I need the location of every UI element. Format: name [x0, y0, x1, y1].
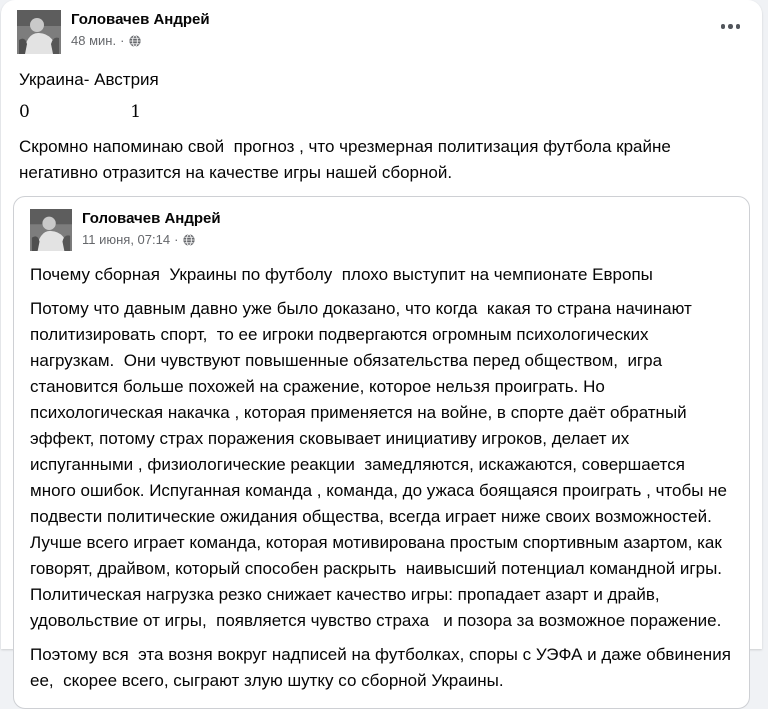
shared-author-name[interactable]: Головачев Андрей — [82, 210, 221, 227]
shared-post-timestamp[interactable]: 11 июня, 07:14 — [82, 232, 171, 247]
post-text-matchup: Украина- Австрия — [19, 70, 159, 89]
shared-post-header — [30, 209, 733, 251]
avatar-photo — [17, 10, 61, 54]
more-options-button[interactable] — [715, 18, 747, 35]
avatar-photo — [30, 209, 72, 251]
post-header — [1, 0, 762, 54]
more-options-icon — [736, 24, 741, 29]
shared-post-text — [30, 262, 736, 694]
more-options-icon — [721, 24, 726, 29]
post-header-meta — [71, 10, 210, 49]
meta-separator: · — [120, 33, 125, 48]
shared-author-avatar[interactable] — [30, 209, 72, 251]
author-name[interactable]: Головачев Андрей — [71, 11, 210, 28]
shared-post-paragraph: Потому что давным давно уже было доказано, что когда какая то страна начинают политизировать спорт, то ее игроки подвергаются огромным психологических нагрузкам. Они чувствуют повышенные обязательства перед обществом, игра становится больше похожей на сражение, которое нельзя проиграть. Но психологическая накачка , которая применяется на войне, в спорте даёт обратный эффект, потому страх поражения сковывает инициативу игроков, делает их испуганными , физиологические реакции замедляются, искажаются, совершается много ошибок. Испуганная команда , команда, до ужаса боящаяся проиграть , чтобы не подвести политические ожидания общества, всегда играет ниже своих возможностей. Лучше всего играет команда, которая мотивирована простым спортивным азартом, как говорят, драйвом, который способен раскрыть наивысший потенциал командной игры. Политическая нагрузка резко снижает качество игры: пропадает азарт и драйв, удовольствие от игры, появляется чувство страха и позора за возможное поражение. — [30, 299, 732, 630]
shared-post-meta-row — [82, 231, 221, 248]
shared-post-header-meta — [82, 209, 221, 248]
shared-post-paragraph: Поэтому вся эта возня вокруг надписей на футболках, споры с УЭФА и даже обвинения ее, скорее всего, сыграют злую шутку со сборной Украины. — [30, 645, 736, 690]
score-row — [19, 99, 744, 125]
facebook-post-card — [1, 0, 762, 690]
score-away: 1 — [130, 102, 142, 122]
post-body — [1, 67, 762, 186]
more-options-icon — [728, 24, 733, 29]
post-meta-row — [71, 32, 210, 49]
post-timestamp[interactable]: 48 мин. — [71, 33, 117, 48]
shared-post-card[interactable] — [13, 196, 750, 709]
globe-public-icon — [129, 35, 141, 47]
meta-separator: · — [174, 232, 179, 247]
author-avatar[interactable] — [17, 10, 61, 54]
score-home: 0 — [19, 102, 30, 122]
shared-post-paragraph: Почему сборная Украины по футболу плохо выступит на чемпионате Европы — [30, 265, 653, 284]
globe-public-icon — [183, 234, 195, 246]
post-comment-text: Скромно напоминаю свой прогноз , что чрезмерная политизация футбола крайне негативно отразится на качестве игры нашей сборной. — [19, 137, 676, 182]
